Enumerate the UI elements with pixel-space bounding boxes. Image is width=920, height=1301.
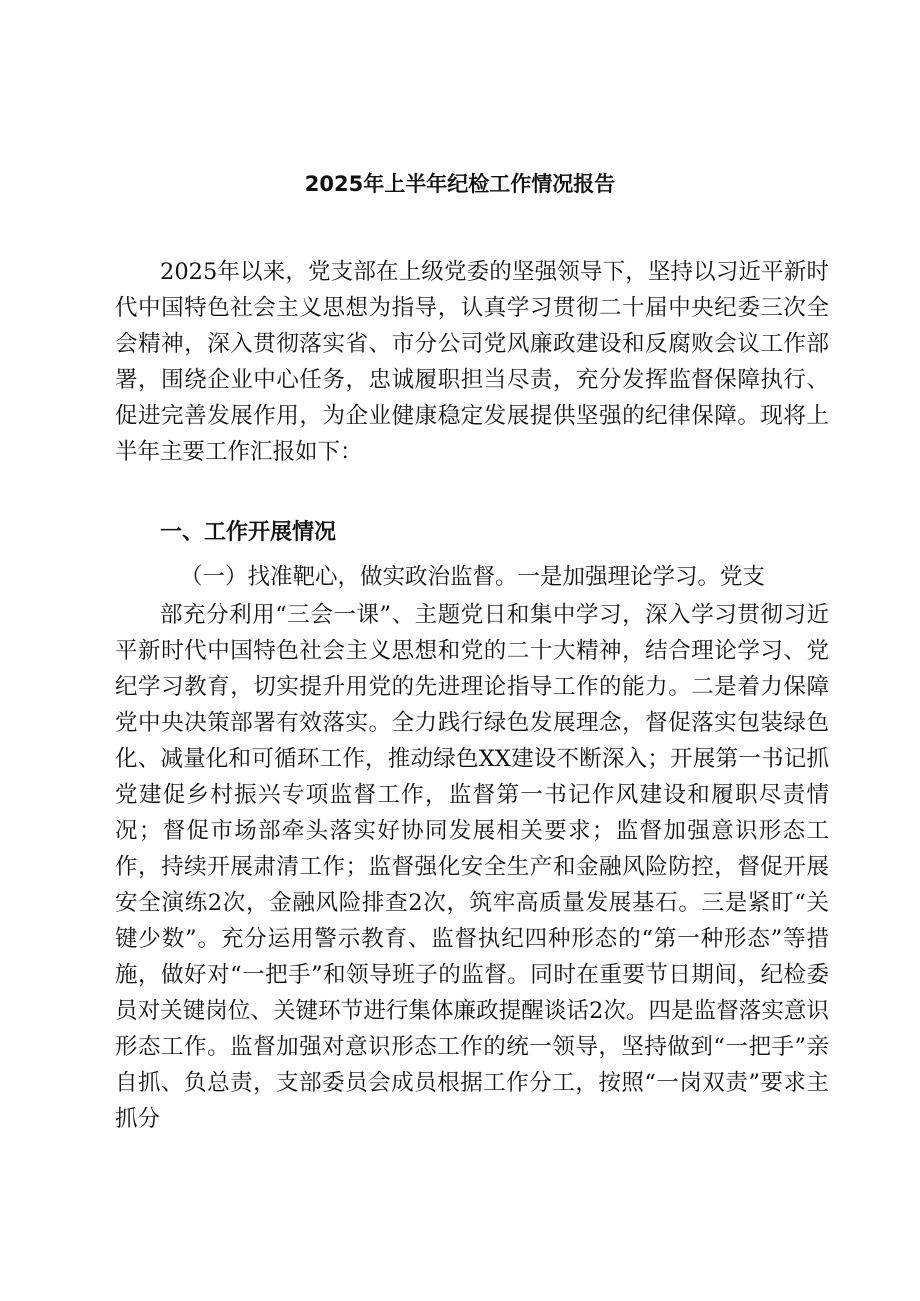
intro-paragraph: 2025年以来，党支部在上级党委的坚强领导下，坚持以习近平新时代中国特色社会主义思想为指导，认真学习贯彻二十届中央纪委三次全会精神，深入贯彻落实省、市分公司党风廉政建设和反腐败会议工作部署，围绕企业中心任务，忠诚履职担当尽责，充分发挥监督保障执行、促进完善发展作用，为企业健康稳定发展提供坚强的纪律保障。现将上半年主要工作汇报如下： — [115, 259, 829, 465]
subsection-heading-1: （一）找准靶心，做实政治监督。一是加强理论学习。党支 — [180, 564, 766, 590]
document-title: 2025年上半年纪检工作情况报告 — [304, 172, 616, 196]
section-heading-1: 一、工作开展情况 — [160, 520, 337, 545]
subsection-body-1: 部充分利用“三会一课”、主题党日和集中学习，深入学习贯彻习近平新时代中国特色社会主义思想和党的二十大精神，结合理论学习、党纪学习教育，切实提升用党的先进理论指导工作的能力。二是着力保障党中央决策部署有效落实。全力践行绿色发展理念，督促落实包装绿色化、减量化和可循环工作，推动绿色XX建设不断深入；开展第一书记抓党建促乡村振兴专项监督工作，监督第一书记作风建设和履职尽责情况；督促市场部牵头落实好协同发展相关要求；监督加强意识形态工作，持续开展肃清工作；监督强化安全生产和金融风险防控，督促开展安全演练2次，金融风险排查2次，筑牢高质量发展基石。三是紧盯“关键少数”。充分运用警示教育、监督执纪四种形态的“第一种形态”等措施，做好对“一把手”和领导班子的监督。同时在重要节日期间，纪检委员对关键岗位、关键环节进行集体廉政提醒谈话2次。四是监督落实意识形态工作。监督加强对意识形态工作的统一领导，坚持做到“一把手”亲自抓、负总责，支部委员会成员根据工作分工，按照“一岗双责”要求主抓分 — [115, 602, 829, 1132]
